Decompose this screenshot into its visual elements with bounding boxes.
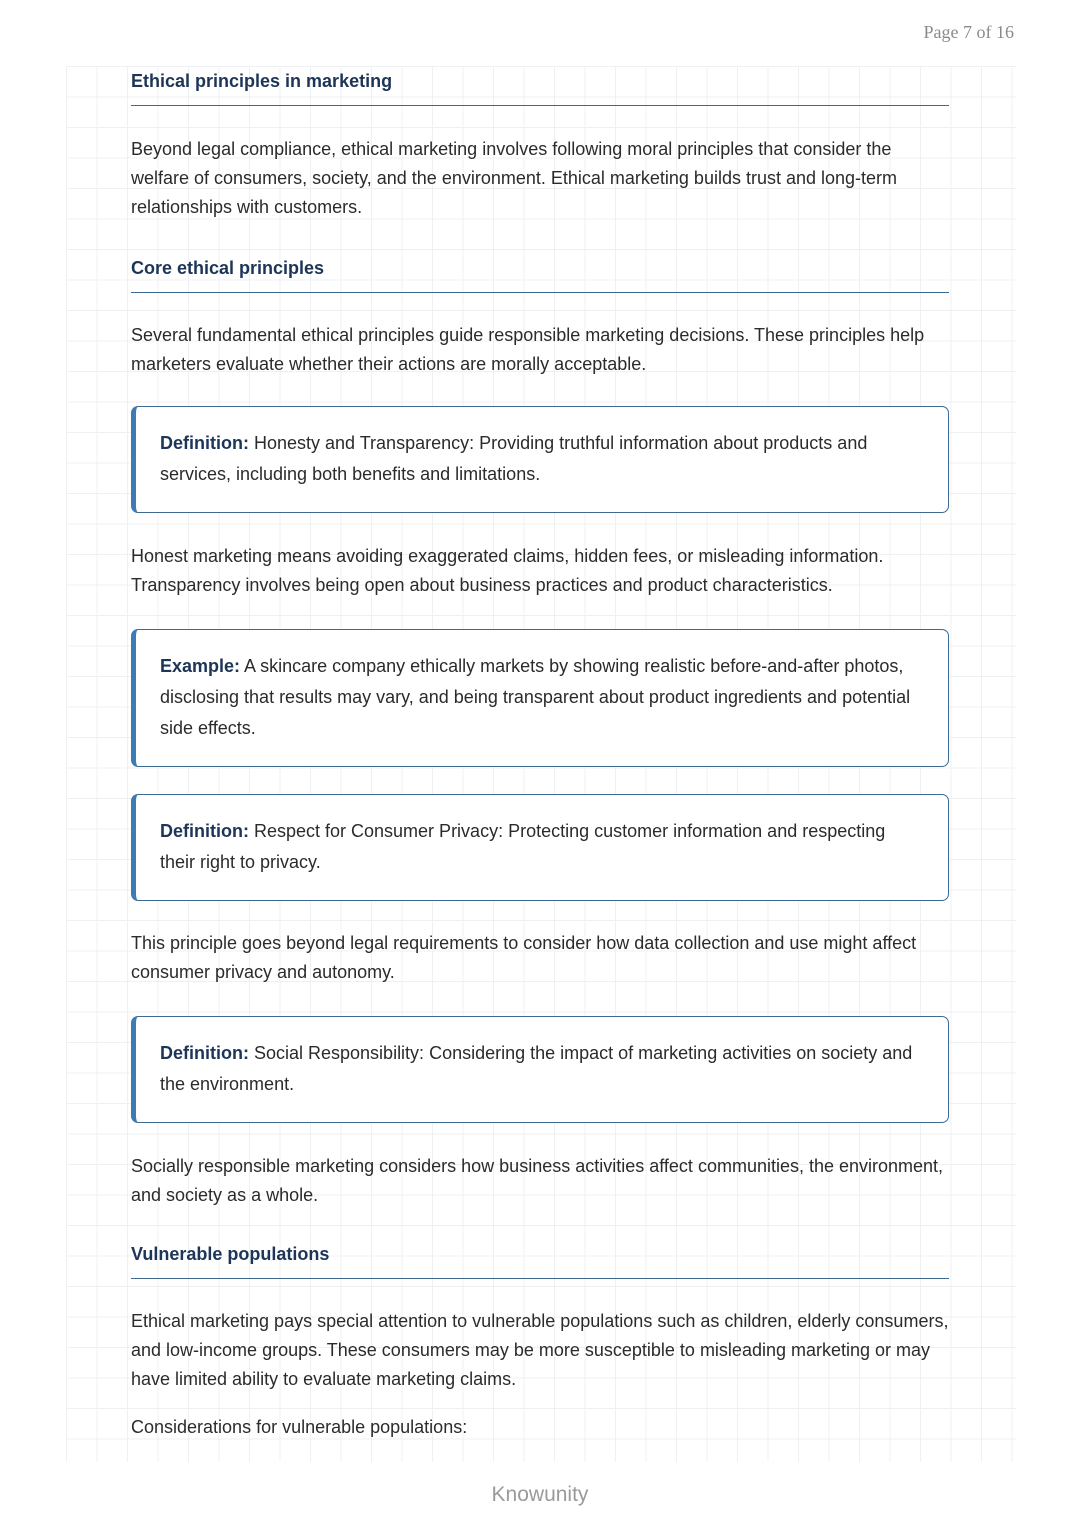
paragraph-vulnerable-populations: Ethical marketing pays special attention to vulnerable populations such as children, elderly consumers, and low-income groups. These consumers may be more susceptible to misleading marketing or may have limited ability to evaluate marketing claims. [131,1311,949,1389]
box-label: Definition: [160,821,249,841]
page-number: Page 7 of 16 [923,22,1014,42]
paragraph-social-followup: Socially responsible marketing considers how business activities affect communities, the environment, and society as a whole. [131,1156,944,1205]
paragraph-honesty-followup: Honest marketing means avoiding exaggerated claims, hidden fees, or misleading information. Transparency involves being open about business practices and product characteristics. [131,546,884,595]
box-text: Honesty and Transparency: Providing truthful information about products and services, including both benefits and limitations. [160,433,868,484]
paragraph-privacy-followup: This principle goes beyond legal requirements to consider how data collection and use might affect consumer privacy and autonomy. [131,933,917,982]
example-box-skincare [131,629,949,767]
paragraph-core-principles: Several fundamental ethical principles guide responsible marketing decisions. These principles help marketers evaluate whether their actions are morally acceptable. [131,325,925,374]
document-content [131,66,949,1442]
box-text: Respect for Consumer Privacy: Protecting customer information and respecting their right to privacy. [160,821,886,872]
box-text: A skincare company ethically markets by showing realistic before-and-after photos, disclosing that results may vary, and being transparent about product ingredients and potential side effects. [160,656,911,738]
heading-divider [131,292,949,293]
section-heading-core-principles: Core ethical principles [131,258,325,278]
paragraph-considerations-intro: Considerations for vulnerable populations: [131,1417,468,1437]
paragraph-intro: Beyond legal compliance, ethical marketing involves following moral principles that consider the welfare of consumers, society, and the environment. Ethical marketing builds trust and long-term relationships with customers. [131,139,898,217]
section-heading-ethical-principles: Ethical principles in marketing [131,71,393,91]
box-label: Definition: [160,1043,249,1063]
definition-box-privacy [131,794,949,901]
box-label: Example: [160,656,241,676]
box-text: Social Responsibility: Considering the impact of marketing activities on society and the environment. [160,1043,913,1094]
definition-box-honesty [131,406,949,513]
box-label: Definition: [160,433,249,453]
heading-divider [131,105,949,106]
footer-brand: Knowunity [491,1483,589,1506]
section-heading-vulnerable-populations: Vulnerable populations [131,1244,330,1264]
heading-divider [131,1278,949,1279]
definition-box-social-responsibility [131,1016,949,1123]
